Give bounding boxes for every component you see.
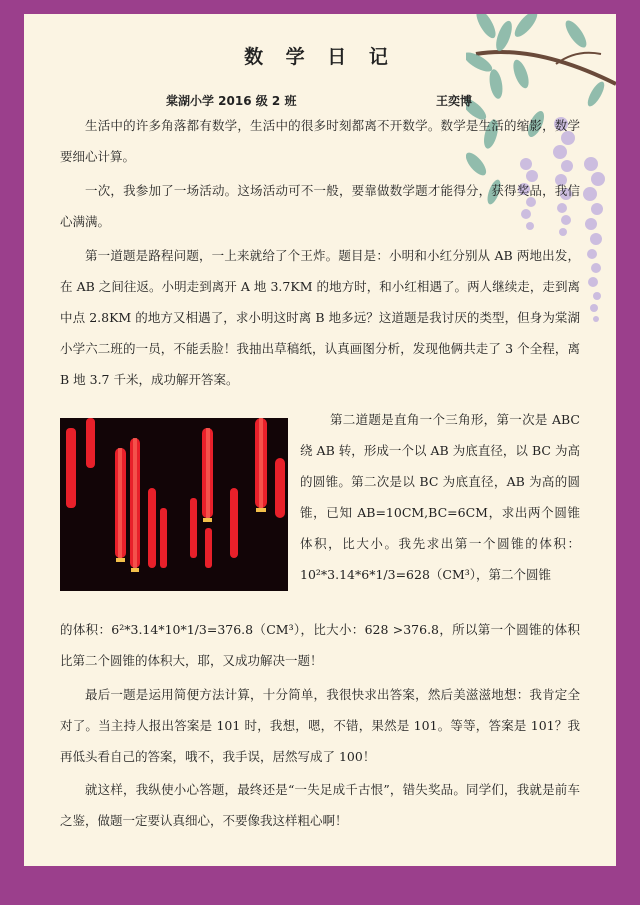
red-lanterns-photo — [60, 418, 288, 591]
paragraph-2: 一次，我参加了一场活动。这场活动可不一般，要靠做数学题才能得分，获得奖品，我信心满满。 — [60, 183, 580, 229]
paragraph-7: 就这样，我纵使小心答题，最终还是“一失足成千古恨”，错失奖品。同学们，我就是前车之鉴，做题一定要认真细心，不要像我这样粗心啊！ — [60, 782, 580, 828]
school-class: 棠湖小学 2016 级 2 班 — [166, 94, 297, 108]
author-name: 王奕博 — [436, 94, 473, 108]
paragraph-1: 生活中的许多角落都有数学，生活中的很多时刻都离不开数学。数学是生活的缩影，数学要细心计算。 — [60, 118, 580, 164]
paragraph-6: 最后一题是运用简便方法计算，十分简单，我很快求出答案，然后美滋滋地想：我肯定全对了。当主持人报出答案是 101 时，我想，嗯，不错，果然是 101。等等，答案是 101？我再低头看自己的答案，哦不，我手误，居然写成了 100！ — [60, 687, 580, 764]
paragraph-3: 第一道题是路程问题，一上来就给了个王炸。题目是：小明和小红分别从 AB 两地出发，在 AB 之间往返。小明走到离开 A 地 3.7KM 的地方时，和小红相遇了。两人继续走，走到离中点 2.8KM 的地方又相遇了，求小明这时离 B 地多远？这道题是我讨厌的类型，但身为棠湖小学六二班的一员，不能丢脸！我抽出草稿纸，认真画图分析，发现他俩共走了 3 个全程，离 B 地 3.7 千米，成功解开答案。 — [60, 248, 580, 387]
paragraph-4: 第二道题是直角一个三角形，第一次是 ABC 绕 AB 转，形成一个以 AB 为底直径，以 BC 为高的圆锥。第二次是以 BC 为底直径，AB 为高的圆锥，已知 AB=10CM,BC=6CM，求出两个圆锥体积，比大小。我先求出第一个圆锥的体积：10²*3.14*6*1/3=628（CM³），第二个圆锥 — [300, 412, 580, 582]
paragraph-5: 的体积：6²*3.14*10*1/3=376.8（CM³），比大小：628 >376.8，所以第一个圆锥的体积比第二个圆锥的体积大，耶，又成功解决一题！ — [60, 622, 580, 668]
diary-page — [24, 14, 616, 866]
page-title: 数 学 日 记 — [244, 46, 396, 68]
